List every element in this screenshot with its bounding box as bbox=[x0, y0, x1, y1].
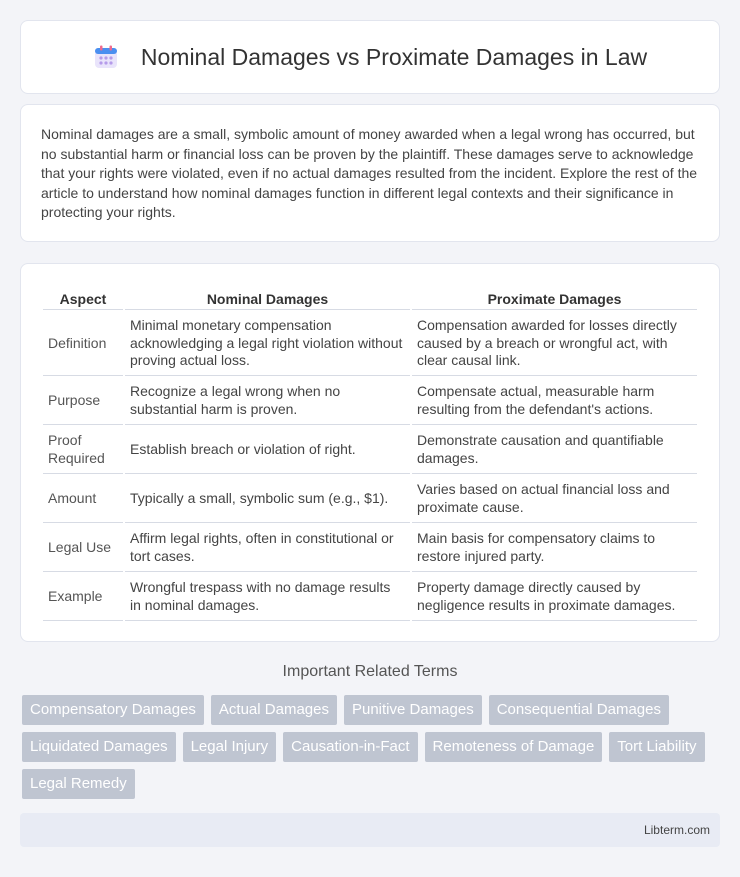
row-aspect: Definition bbox=[43, 312, 123, 376]
row-aspect: Purpose bbox=[43, 378, 123, 425]
table-row bbox=[43, 427, 697, 474]
header-aspect: Aspect bbox=[43, 288, 123, 310]
tag-actual-damages[interactable]: Actual Damages bbox=[211, 695, 337, 725]
related-terms-title: Important Related Terms bbox=[282, 663, 458, 680]
row-nominal: Typically a small, symbolic sum (e.g., $1). bbox=[125, 476, 410, 523]
table-row bbox=[43, 574, 697, 621]
tag-liquidated-damages[interactable]: Liquidated Damages bbox=[22, 732, 176, 762]
calendar-icon bbox=[93, 44, 119, 70]
comparison-card bbox=[20, 263, 720, 642]
table-row bbox=[43, 525, 697, 572]
row-nominal: Affirm legal rights, often in constitutional or tort cases. bbox=[125, 525, 410, 572]
row-aspect: Proof Required bbox=[43, 427, 123, 474]
footer bbox=[20, 813, 720, 847]
row-proximate: Compensation awarded for losses directly caused by a breach or wrongful act, with clear causal link. bbox=[412, 312, 697, 376]
table-row bbox=[43, 378, 697, 425]
intro-card bbox=[20, 104, 720, 242]
header-proximate: Proximate Damages bbox=[412, 288, 697, 310]
table-row bbox=[43, 476, 697, 523]
tag-punitive-damages[interactable]: Punitive Damages bbox=[344, 695, 482, 725]
table-row bbox=[43, 312, 697, 376]
tag-legal-remedy[interactable]: Legal Remedy bbox=[22, 769, 135, 799]
tag-compensatory-damages[interactable]: Compensatory Damages bbox=[22, 695, 204, 725]
header-card bbox=[20, 20, 720, 94]
tag-legal-injury[interactable]: Legal Injury bbox=[183, 732, 277, 762]
row-nominal: Wrongful trespass with no damage results in nominal damages. bbox=[125, 574, 410, 621]
intro-text: Nominal damages are a small, symbolic amount of money awarded when a legal wrong has occurred, but no substantial harm or financial loss can be proven by the plaintiff. These damages serve to acknowledge that your rights were violated, even if no actual damages resulted from the incident. Explore the rest of the article to understand how nominal damages function in different legal contexts and their significance in protecting your rights. bbox=[41, 126, 698, 221]
comparison-table bbox=[41, 286, 699, 623]
row-proximate: Compensate actual, measurable harm resulting from the defendant's actions. bbox=[412, 378, 697, 425]
row-proximate: Demonstrate causation and quantifiable damages. bbox=[412, 427, 697, 474]
table-header-row bbox=[43, 288, 697, 310]
tag-tort-liability[interactable]: Tort Liability bbox=[609, 732, 704, 762]
row-proximate: Varies based on actual financial loss and proximate cause. bbox=[412, 476, 697, 523]
footer-site-link[interactable]: Libterm.com bbox=[643, 823, 710, 837]
row-aspect: Amount bbox=[43, 476, 123, 523]
row-nominal: Minimal monetary compensation acknowledging a legal right violation without proving actual loss. bbox=[125, 312, 410, 376]
row-aspect: Example bbox=[43, 574, 123, 621]
page-title: Nominal Damages vs Proximate Damages in Law bbox=[140, 43, 648, 70]
row-aspect: Legal Use bbox=[43, 525, 123, 572]
row-proximate: Main basis for compensatory claims to restore injured party. bbox=[412, 525, 697, 572]
header-nominal: Nominal Damages bbox=[125, 288, 410, 310]
related-terms-list bbox=[22, 695, 722, 799]
tag-remoteness-of-damage[interactable]: Remoteness of Damage bbox=[425, 732, 603, 762]
row-proximate: Property damage directly caused by negligence results in proximate damages. bbox=[412, 574, 697, 621]
tag-consequential-damages[interactable]: Consequential Damages bbox=[489, 695, 669, 725]
row-nominal: Recognize a legal wrong when no substantial harm is proven. bbox=[125, 378, 410, 425]
row-nominal: Establish breach or violation of right. bbox=[125, 427, 410, 474]
tag-causation-in-fact[interactable]: Causation-in-Fact bbox=[283, 732, 417, 762]
